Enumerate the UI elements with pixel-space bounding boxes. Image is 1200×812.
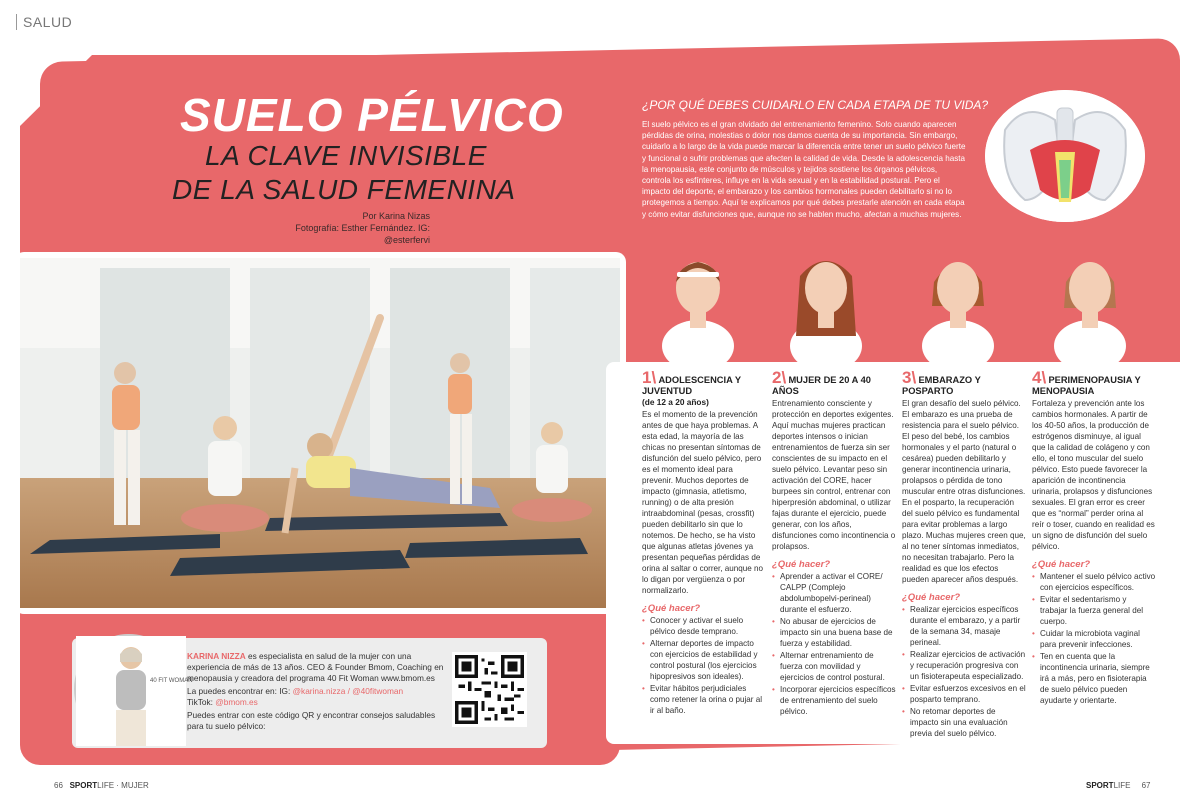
intro-question: ¿POR QUÉ DEBES CUIDARLO EN CADA ETAPA DE TU VIDA? — [642, 98, 989, 112]
page-number-left: 66 — [54, 781, 63, 790]
stage-what-to-do: ¿Qué hacer? — [1032, 559, 1091, 570]
stage-number: 4\ — [1032, 368, 1047, 387]
qr-caption: Puedes entrar con este código QR y encontrar consejos saludables para tu suelo pélvico: — [187, 710, 436, 731]
stage-subtitle: (de 12 a 20 años) — [642, 397, 709, 407]
tip: • Alternar deportes de impacto con ejercicios de estabilidad y control postural (los ejercicios hipopresivos son ideales). — [642, 638, 766, 682]
author-avatar — [74, 634, 193, 744]
intro-text: El suelo pélvico es el gran olvidado del entrenamiento femenino. Solo cuando aparecen pérdidas de orina, molestias o dolor nos damos cuenta de su importancia. Sin embargo, cuidarlo a lo largo de la vida puede marcar la diferencia entre tener un suelo pélvico fuerte y funcional o sufrir problemas que afecten la calidad de vida. Desde la adolescencia hasta la menopausia, este conjunto de músculos y tejidos sostiene los órganos pélvicos, controla los esfínteres, influye en la vida sexual y en la estabilidad postural. Pero el impacto del deporte, el embarazo y los cambios hormonales pueden debilitarlo si no lo protegemos a tiempo. Aquí te explicamos por qué debes prestarle atención en cada etapa y cómo evitar disfunciones que, aunque no se hablen mucho, afectan a muchas mujeres. — [642, 120, 966, 219]
stage-title: EMBARAZO Y POSPARTO — [902, 375, 981, 396]
section-label: SALUD — [16, 14, 72, 30]
stage-number: 3\ — [902, 368, 917, 387]
stage-title: ADOLESCENCIA Y JUVENTUD — [642, 375, 741, 396]
tip: • Mantener el suelo pélvico activo con ejercicios específicos. — [1032, 571, 1156, 593]
bio-social-prefix: La puedes encontrar en: IG: — [187, 686, 293, 696]
title-line2: DE LA SALUD FEMENINA — [172, 174, 516, 205]
stage-body: El gran desafío del suelo pélvico. El embarazo es una prueba de resistencia para el suelo pélvico. El peso del bebé, los cambios hormonales y el parto (natural o cesárea) pueden debilitarlo y generar incontinencia urinaria, prolapsos o pérdida de tono muscular entre otras disfunciones. En el posparto, la recuperación del suelo pélvico es fundamental para evitar problemas a largo plazo. Muchas mujeres creen que, al no tener síntomas inmediatos, no necesitan trabajarlo. Pero la realidad es que los efectos pueden aparecer años después. — [902, 399, 1026, 584]
stage-tips — [772, 571, 896, 717]
author-photo — [76, 636, 193, 746]
tiktok-prefix: TikTok: — [187, 697, 216, 707]
tip: • Aprender a activar el CORE/ CALPP (Complejo abdolumbopelvi-perineal) durante el esfuerzo. — [772, 571, 896, 615]
page-number-right: 67 — [1141, 781, 1151, 790]
pelvis-illustration — [985, 90, 1145, 222]
title-line1: LA CLAVE INVISIBLE — [205, 140, 487, 171]
tip: • Alternar entrenamiento de fuerza con movilidad y ejercicios de control postural. — [772, 650, 896, 683]
stage-tips — [642, 615, 766, 716]
bio-line-2 — [187, 686, 447, 697]
shirt-logo: 40 FIT WOMAN — [150, 678, 193, 684]
stage-column-3 — [902, 368, 1026, 740]
footer-right — [1086, 781, 1151, 790]
stage-column-2 — [772, 368, 896, 718]
instagram-link[interactable]: @karina.nizza / @40fitwoman — [292, 686, 404, 696]
tip: • Evitar hábitos perjudiciales como retener la orina o pujar al ir al baño. — [642, 683, 766, 716]
stage-body: Entrenamiento consciente y protección en deportes exigentes. Aquí muchas mujeres practican deportes intensos o inician entrenamientos de fuerza sin ser conscientes de su impacto en el suelo pélvico. Levantar peso sin activación del CORE, hacer burpees sin control, entrenar con hiperpresión abdominal, o utilizar fajas durante el ejercicio, puede generar, con los años, disfunciones como incontinencia o prolapsos. — [772, 399, 896, 551]
footer-tag: · MUJER — [116, 781, 149, 790]
footer-left — [54, 781, 149, 790]
face-pregnancy — [922, 262, 994, 372]
author-name: KARINA NIZZA — [187, 651, 246, 661]
face-adolescent — [662, 262, 734, 372]
woman-standing-right — [448, 353, 472, 504]
bio-line-1 — [187, 651, 447, 684]
brand-left: SPORT — [69, 781, 98, 790]
qr-code-icon — [455, 655, 524, 724]
stage-number: 1\ — [642, 368, 657, 387]
stage-title: MUJER DE 20 A 40 AÑOS — [772, 375, 871, 396]
stage-what-to-do: ¿Qué hacer? — [772, 559, 831, 570]
tip: • Ten en cuenta que la incontinencia urinaria, siempre irá a más, pero en fisioterapia de suelo pélvico pueden ayudarte y orientarte. — [1032, 651, 1156, 706]
bio-line-3 — [187, 697, 447, 708]
tip: • Incorporar ejercicios específicos de entrenamiento del suelo pélvico. — [772, 684, 896, 717]
tip: • Realizar ejercicios de activación y recuperación progresiva con un fisioterapeuta especializado. — [902, 649, 1026, 682]
pelvis-icon — [985, 90, 1145, 222]
tip: • Evitar el sedentarismo y trabajar la fuerza general del cuerpo. — [1032, 594, 1156, 627]
title-main: SUELO PÉLVICO — [180, 89, 564, 141]
stage-column-4 — [1032, 368, 1156, 707]
face-menopause — [1054, 262, 1126, 372]
tip: • Evitar esfuerzos excesivos en el posparto temprano. — [902, 683, 1026, 705]
byline-author: Por Karina Nizas — [362, 211, 430, 221]
byline — [250, 210, 430, 246]
bio-description: es especialista en salud de la mujer con una experiencia de más de 13 años. CEO & Founder Bmom, Coaching en menopausia y creadora del programa 40 Fit Woman www.bmom.es — [187, 651, 444, 683]
qr-code[interactable] — [452, 652, 527, 727]
tip: • Conocer y activar el suelo pélvico desde temprano. — [642, 615, 766, 637]
tip: • Cuidar la microbiota vaginal para prevenir infecciones. — [1032, 628, 1156, 650]
stage-number: 2\ — [772, 368, 787, 387]
yoga-photo — [20, 258, 620, 608]
stage-what-to-do: ¿Qué hacer? — [642, 603, 701, 614]
brand-right: SPORT — [1086, 781, 1114, 790]
stage-body: Es el momento de la prevención antes de que haya problemas. A esta edad, la mayoría de las chicas no presentan síntomas de disfunción del suelo pélvico, pero es el momento ideal para prevenir. Muchos deportes de impacto (gimnasia, atletismo, running) o de alta presión intraabdominal (pesas, crossfit) pueden debilitarlo sin que lo notemos. De hecho, se ha visto que algunas atletas jóvenes ya presentan pequeñas pérdidas de orina al saltar o correr, aunque no lo digan por vergüenza o por normalizarlo. — [642, 410, 764, 595]
faces-illustration — [640, 236, 1170, 366]
stage-what-to-do: ¿Qué hacer? — [902, 592, 961, 603]
stage-faces — [640, 236, 1170, 366]
brand-left-2: LIFE — [97, 781, 115, 790]
tip: • No abusar de ejercicios de impacto sin una buena base de fuerza y estabilidad. — [772, 616, 896, 649]
stage-body: Fortaleza y prevención ante los cambios hormonales. A partir de los 40-50 años, la producción de estrógenos disminuye, al igual que la calidad de colágeno y con ello, el tono muscular del suelo pélvico. Esto puede favorecer la aparición de incontinencia urinaria, prolapsos y disfunciones sexuales. El gran error es creer que es “normal” perder orina al reír o toser, cuando en realidad es un signo de disfunción del suelo pélvico. — [1032, 399, 1155, 551]
stage-title: PERIMENOPAUSIA Y MENOPAUSIA — [1032, 375, 1141, 396]
yoga-illustration — [20, 258, 620, 608]
tiktok-link[interactable]: @bmom.es — [215, 697, 258, 707]
woman-standing-left — [112, 362, 140, 525]
byline-photo: Fotografía: Esther Fernández. IG: @esterfervi — [295, 223, 430, 245]
face-adult — [790, 261, 862, 372]
author-bio — [187, 651, 447, 732]
tip: • No retomar deportes de impacto sin una evaluación previa del suelo pélvico. — [902, 706, 1026, 739]
brand-right-2: LIFE — [1113, 781, 1131, 790]
tip: • Realizar ejercicios específicos durante el embarazo, y a partir de la semana 34, masaje perineal. — [902, 604, 1026, 648]
stage-tips — [1032, 571, 1156, 706]
stage-tips — [902, 604, 1026, 739]
stage-column-1 — [642, 368, 766, 717]
